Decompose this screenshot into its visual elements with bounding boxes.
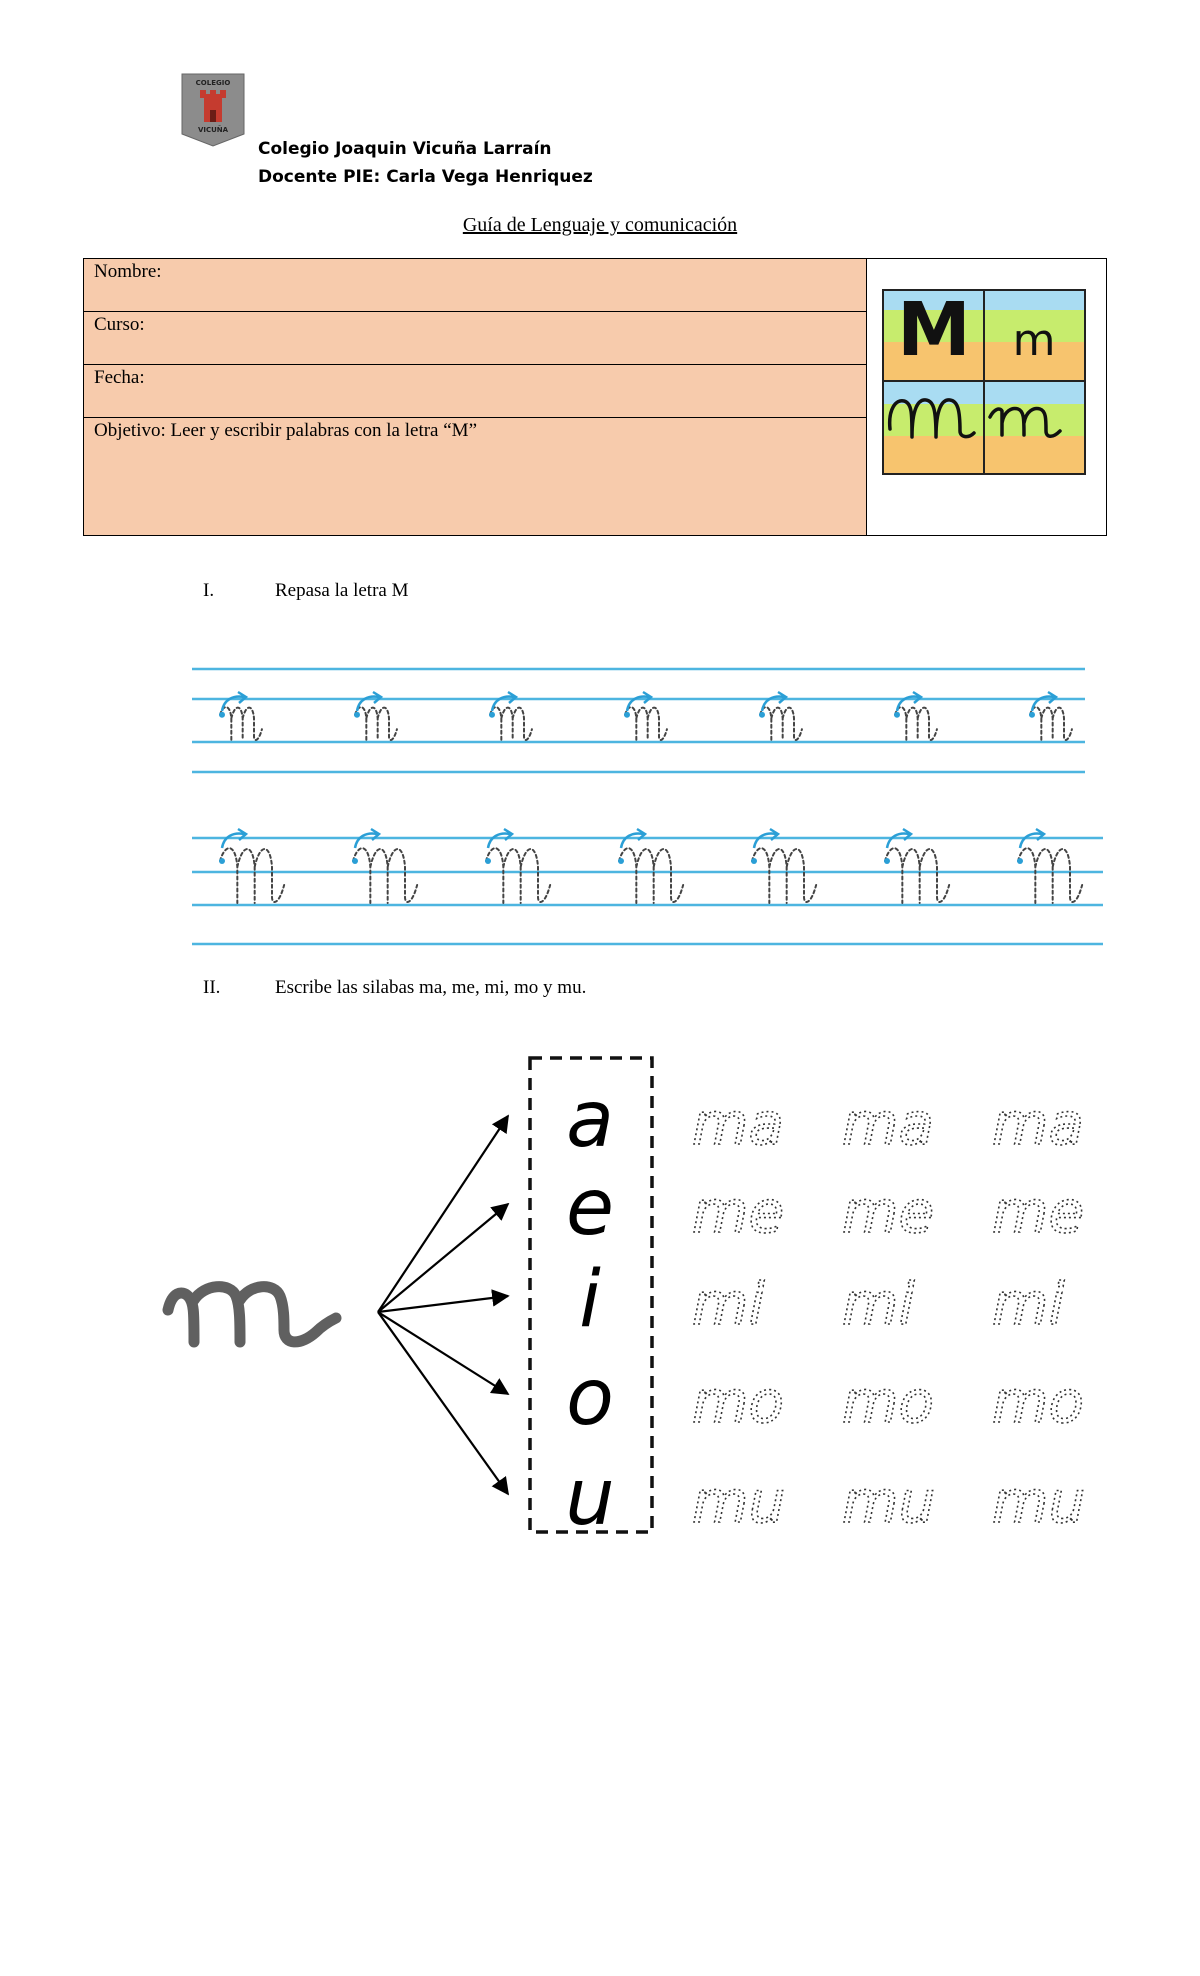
objective-field xyxy=(84,418,866,535)
guide-title: Guía de Lenguaje y comunicación xyxy=(462,214,738,236)
syllable-trace-me: me xyxy=(992,1178,1085,1246)
syllable-trace-ma: ma xyxy=(692,1090,785,1158)
syllable-trace-me: me xyxy=(692,1178,785,1246)
tracing-letter-m xyxy=(618,829,683,903)
start-dot xyxy=(219,858,225,864)
lower-print-m: m xyxy=(1012,315,1056,366)
dotted-m xyxy=(760,707,802,740)
dotted-m xyxy=(885,848,949,903)
start-arrow-icon xyxy=(355,834,377,848)
section-1-text: Repasa la letra M xyxy=(275,580,409,601)
dotted-m xyxy=(355,707,397,740)
syllable-diagram xyxy=(160,1050,1140,1550)
dotted-m xyxy=(1018,848,1082,903)
date-field[interactable] xyxy=(84,365,866,418)
syllable-trace-mi: mi xyxy=(842,1270,915,1338)
start-arrow-icon xyxy=(754,834,776,848)
syllable-arrows xyxy=(378,1116,508,1494)
start-dot xyxy=(618,858,624,864)
dotted-m xyxy=(1030,707,1072,740)
syllable-trace-mu: mu xyxy=(992,1468,1086,1536)
start-dot xyxy=(624,712,630,718)
tracing-row-large xyxy=(219,829,1082,903)
big-cursive-m xyxy=(168,1287,336,1342)
dotted-m xyxy=(619,848,683,903)
arrow-icon xyxy=(378,1312,508,1394)
tracing-letter-m xyxy=(751,829,816,903)
start-dot xyxy=(352,858,358,864)
tracing-letter-m xyxy=(1017,829,1082,903)
student-fields xyxy=(84,259,867,535)
arrow-icon xyxy=(378,1312,508,1494)
start-arrow-icon xyxy=(488,834,510,848)
upper-print-m: M xyxy=(897,289,971,373)
start-arrow-icon xyxy=(621,834,643,848)
tracing-letter-m xyxy=(485,829,550,903)
start-arrow-icon xyxy=(887,834,909,848)
start-dot xyxy=(751,858,757,864)
arrow-icon xyxy=(378,1296,508,1312)
school-logo xyxy=(180,72,246,148)
dotted-m xyxy=(895,707,937,740)
vowel-e: e xyxy=(566,1163,614,1253)
syllable-trace-me: me xyxy=(842,1178,935,1246)
name-field[interactable] xyxy=(84,259,866,312)
syllable-trace-ma: ma xyxy=(842,1090,935,1158)
school-name: Colegio Joaquin Vicuña Larraín xyxy=(258,139,552,159)
start-dot xyxy=(894,712,900,718)
syllable-trace-mo: mo xyxy=(692,1368,784,1436)
logo-text-top: COLEGIO xyxy=(195,79,231,87)
letter-m-card xyxy=(882,289,1086,475)
start-dot xyxy=(485,858,491,864)
syllable-trace-mu: mu xyxy=(692,1468,786,1536)
dotted-m xyxy=(220,707,262,740)
dotted-m xyxy=(353,848,417,903)
vowel-i: i xyxy=(579,1255,601,1345)
vowel-a: a xyxy=(566,1075,614,1165)
date-label: Fecha: xyxy=(94,367,145,388)
start-dot xyxy=(884,858,890,864)
syllable-trace-mo: mo xyxy=(992,1368,1084,1436)
start-arrow-icon xyxy=(222,834,244,848)
start-dot xyxy=(1017,858,1023,864)
dotted-m xyxy=(752,848,816,903)
m-tracing-practice xyxy=(190,660,1110,950)
dotted-m xyxy=(220,848,284,903)
section-2-text: Escribe las silabas ma, me, mi, mo y mu. xyxy=(275,977,587,998)
dotted-m xyxy=(490,707,532,740)
arrow-icon xyxy=(378,1204,508,1312)
vowel-u: u xyxy=(565,1453,615,1543)
start-dot xyxy=(489,712,495,718)
start-arrow-icon xyxy=(1020,834,1042,848)
syllable-trace-mi: mi xyxy=(992,1270,1065,1338)
tracing-letter-m xyxy=(884,829,949,903)
syllable-trace-mu: mu xyxy=(842,1468,936,1536)
teacher-name: Docente PIE: Carla Vega Henriquez xyxy=(258,167,593,187)
section-2-number: II. xyxy=(203,977,221,998)
syllable-tracing-rows xyxy=(692,1090,1085,1536)
student-info-table xyxy=(83,258,1107,536)
section-1-number: I. xyxy=(203,580,215,601)
start-dot xyxy=(219,712,225,718)
objective-text: Objetivo: Leer y escribir palabras con la letra “M” xyxy=(94,420,477,441)
vowel-o: o xyxy=(566,1353,614,1443)
start-dot xyxy=(759,712,765,718)
school-header xyxy=(258,135,593,191)
vowel-column xyxy=(565,1075,614,1543)
syllable-trace-mo: mo xyxy=(842,1368,934,1436)
tracing-letter-m xyxy=(219,829,284,903)
syllable-trace-mi: mi xyxy=(692,1270,765,1338)
start-dot xyxy=(1029,712,1035,718)
name-label: Nombre: xyxy=(94,261,162,282)
course-field[interactable] xyxy=(84,312,866,365)
dotted-m xyxy=(625,707,667,740)
course-label: Curso: xyxy=(94,314,145,335)
tracing-letter-m xyxy=(352,829,417,903)
logo-text-bottom: VICUÑA xyxy=(197,126,229,134)
start-dot xyxy=(354,712,360,718)
dotted-m xyxy=(486,848,550,903)
arrow-icon xyxy=(378,1116,508,1312)
syllable-trace-ma: ma xyxy=(992,1090,1085,1158)
